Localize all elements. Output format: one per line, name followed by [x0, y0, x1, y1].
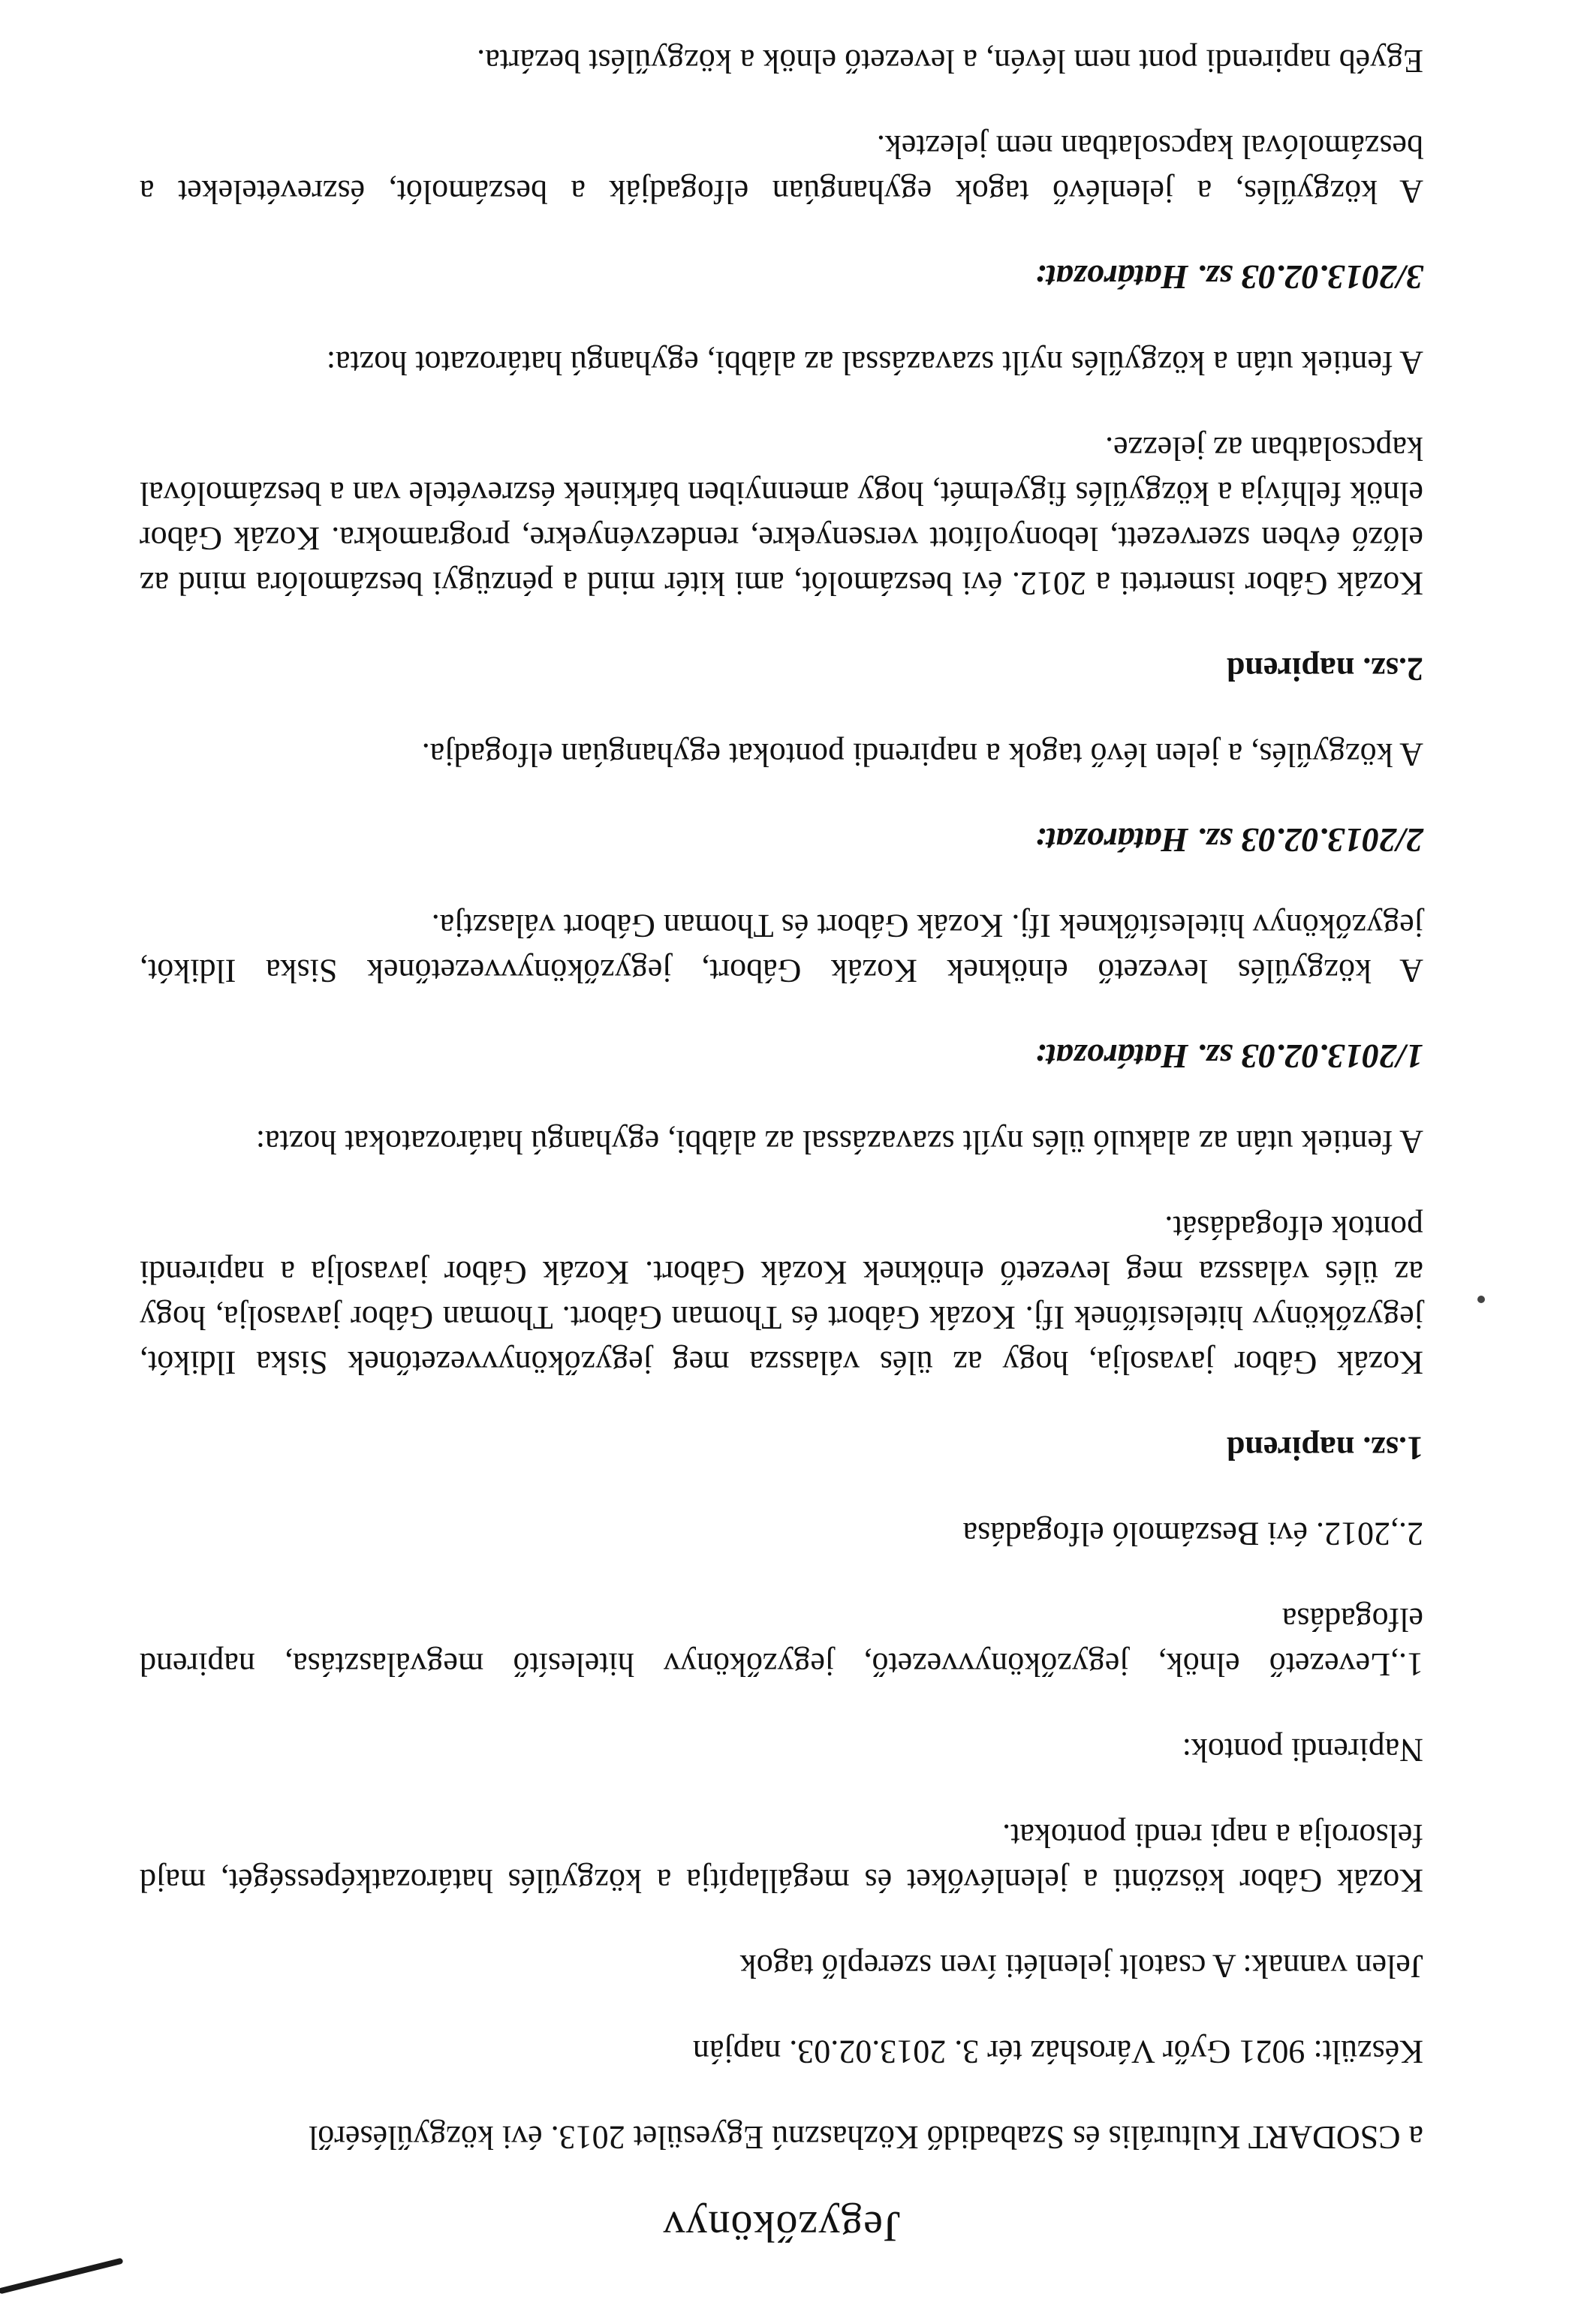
closing-line: Egyéb napirendi pont nem lévén, a levezető elnök a közgyűlést bezárta.	[477, 43, 1423, 80]
document-body	[140, 38, 1423, 2252]
attendance-line: Jelen vannak: A csatolt jelenléti íven szereplő tagok	[739, 1948, 1423, 1985]
item1-vote-line: A fentiek után az alakuló ülés nyílt szavazással az alábbi, egyhangú határozatokat hozta:	[255, 1124, 1423, 1160]
resolution3-title: 3/2013.02.03 sz. Határozat:	[1034, 258, 1423, 297]
resolution1-text: A közgyűlés levezető elnöknek Kozák Gábort, jegyzőkönyvvezetőnek Siska Ildikót, jegyzőkönyv hitelesítőknek Ifj. Kozák Gábort és Thoman Gábort választja.	[140, 908, 1423, 989]
resolution3-text: A közgyűlés, a jelenlévő tagok egyhangúan elfogadják a beszámolót, észrevételeket a beszámolóval kapcsolatban nem jeleztek.	[140, 128, 1423, 210]
item1-heading: 1.sz. napirend	[1226, 1430, 1423, 1467]
opening-paragraph: Kozák Gábor köszönti a jelenlévőket és megállapítja a közgyűlés határozatképességét, majd felsorolja a napi rendi pontokat.	[140, 1817, 1423, 1899]
document-title: Jegyzőkönyv	[662, 2202, 901, 2251]
intro-line: a CSODART Kulturális és Szabadidő Közhasznú Egyesület 2013. évi közgyűléséről	[309, 2119, 1423, 2156]
resolution1-title: 1/2013.02.03 sz. Határozat:	[1034, 1037, 1423, 1076]
place-date-line: Készült: 9021 Győr Városház tér 3. 2013.02.03. napján	[692, 2034, 1423, 2070]
item1-paragraph: Kozák Gábor javasolja, hogy az ülés válassza meg jegyzőkönyvvezetőnek Siska Ildikót, jegyzőkönyv hitelesítőnek Ifj. Kozák Gábort és Thoman Gábort. Thoman Gábor javasolja, hogy az ülés válassza meg levezető elnöknek Kozák Gábort. Kozák Gábor javasolja a napirendi pontok elfogadását.	[140, 1209, 1423, 1381]
agenda-item-1: 1.,Levezető elnök, jegyzőkönyvvezető, jegyzőkönyv hitelesítő megválasztása, napirend elfogadása	[140, 1601, 1423, 1683]
agenda-item-2: 2.,2012. évi Beszámoló elfogadása	[962, 1516, 1423, 1552]
resolution2-title: 2/2013.02.03 sz. Határozat:	[1034, 821, 1423, 859]
agenda-heading: Napirendi pontok:	[1182, 1732, 1423, 1769]
item2-heading: 2.sz. napirend	[1226, 651, 1423, 688]
pen-mark	[0, 2258, 123, 2295]
scan-speck	[1477, 1296, 1485, 1303]
resolution2-text: A közgyűlés, a jelen lévő tagok a napirendi pontokat egyhangúan elfogadja.	[421, 736, 1423, 773]
item2-vote-line: A fentiek után a közgyűlés nyílt szavazással az alábbi, egyhangú határozatot hozta:	[326, 345, 1423, 381]
item2-paragraph: Kozák Gábor ismerteti a 2012. évi beszámolót, ami kitér mind a pénzügyi beszámolóra mind az előző évben szervezett, lebonyolított versenyekre, rendezvényekre, programokra. Kozák Gábor elnök felhívja a közgyűlés figyelmét, hogy amennyiben bárkinek észrevétele van a beszámolóval kapcsolatban az jelezze.	[140, 430, 1423, 602]
